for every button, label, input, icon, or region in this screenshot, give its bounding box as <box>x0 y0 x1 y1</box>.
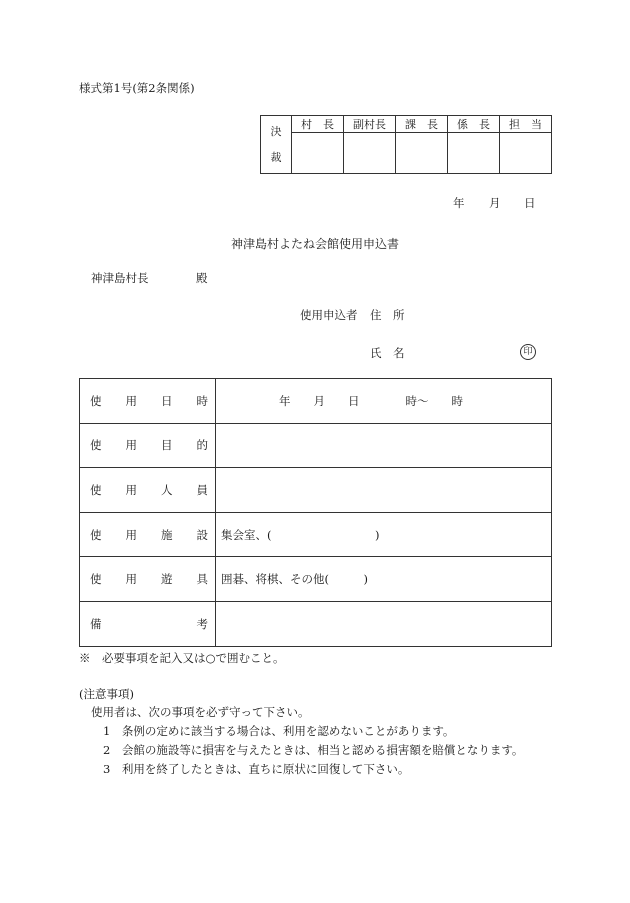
label-char: 人 <box>161 482 173 497</box>
notes-heading: (注意事項) <box>79 687 134 701</box>
usage-facility-field[interactable] <box>216 512 552 557</box>
notes-item: 1 条例の定めに該当する場合は、利用を認めないことがあります。 <box>103 724 455 738</box>
usage-facility-label <box>80 512 216 557</box>
approval-seal-box-deputy-mayor[interactable] <box>344 133 396 174</box>
addressee-name: 神津島村長 <box>91 271 149 285</box>
notes-item: 3 利用を終了したときは、直ちに原状に回復して下さい。 <box>103 762 410 776</box>
label-char: 用 <box>125 393 137 408</box>
label-char: 的 <box>196 438 208 453</box>
approval-head-section-chief: 課 長 <box>396 116 448 133</box>
approval-seal-box-section-chief[interactable] <box>396 133 448 174</box>
label-char: 設 <box>196 527 208 542</box>
approval-table <box>260 115 552 174</box>
usage-facility-value: 集会室、( ) <box>221 527 380 542</box>
usage-remarks-row <box>80 601 552 646</box>
approval-head-staff: 担 当 <box>500 116 552 133</box>
usage-remarks-label <box>80 601 216 646</box>
usage-equipment-label <box>80 557 216 602</box>
approval-head-mayor: 村 長 <box>292 116 344 133</box>
label-char: 施 <box>161 527 173 542</box>
approval-head-subsection-chief: 係 長 <box>448 116 500 133</box>
label-char: 用 <box>125 482 137 497</box>
form-title: 神津島村よたね会館使用申込書 <box>230 237 399 251</box>
footnote: ※ 必要事項を記入又は○で囲むこと。 <box>79 651 285 665</box>
label-char: 備 <box>90 616 102 631</box>
label-char: 使 <box>90 527 102 542</box>
usage-datetime-label <box>80 379 216 424</box>
label-char: 遊 <box>161 572 173 587</box>
date-year: 年 <box>453 196 465 210</box>
usage-purpose-row <box>80 423 552 468</box>
usage-datetime-field[interactable] <box>216 379 552 424</box>
label-char: 使 <box>90 393 102 408</box>
approval-seal-box-subsection-chief[interactable] <box>448 133 500 174</box>
usage-table <box>79 378 552 647</box>
seal-icon: 印 <box>520 343 536 360</box>
label-char: 使 <box>90 438 102 453</box>
label-char: 員 <box>196 482 208 497</box>
label-char: 用 <box>125 438 137 453</box>
approval-head-deputy-mayor: 副村長 <box>344 116 396 133</box>
applicant-role: 使用申込者 <box>300 308 358 322</box>
form-number: 様式第1号(第2条関係) <box>79 81 195 95</box>
usage-equipment-field[interactable] <box>216 557 552 602</box>
usage-headcount-row <box>80 468 552 513</box>
usage-facility-row <box>80 512 552 557</box>
usage-equipment-row <box>80 557 552 602</box>
notes-item: 2 会館の施設等に損害を与えたときは、相当と認める損害額を賠償となります。 <box>103 743 524 757</box>
usage-purpose-label <box>80 423 216 468</box>
addressee-honorific: 殿 <box>196 271 208 285</box>
approval-label: 決 裁 <box>261 116 292 174</box>
label-char: 用 <box>125 572 137 587</box>
usage-datetime-row <box>80 379 552 424</box>
applicant-name-label: 氏 名 <box>370 346 405 360</box>
usage-purpose-field[interactable] <box>216 423 552 468</box>
usage-remarks-field[interactable] <box>216 601 552 646</box>
date-month: 月 <box>489 196 501 210</box>
label-char: 時 <box>196 393 208 408</box>
label-char: 具 <box>196 572 208 587</box>
label-char: 日 <box>161 393 173 408</box>
label-char: 目 <box>161 438 173 453</box>
usage-datetime-value: 年 月 日 時～ 時 <box>279 393 463 408</box>
applicant-address-label: 住 所 <box>370 308 405 322</box>
label-char: 用 <box>125 527 137 542</box>
label-char: 使 <box>90 572 102 587</box>
label-char: 考 <box>196 616 208 631</box>
usage-headcount-label <box>80 468 216 513</box>
approval-seal-box-staff[interactable] <box>500 133 552 174</box>
usage-headcount-field[interactable] <box>216 468 552 513</box>
usage-equipment-value: 囲碁、将棋、その他( ) <box>221 572 368 587</box>
date-day: 日 <box>524 196 536 210</box>
notes-intro: 使用者は、次の事項を必ず守って下さい。 <box>91 705 310 719</box>
approval-seal-box-mayor[interactable] <box>292 133 344 174</box>
label-char: 使 <box>90 482 102 497</box>
